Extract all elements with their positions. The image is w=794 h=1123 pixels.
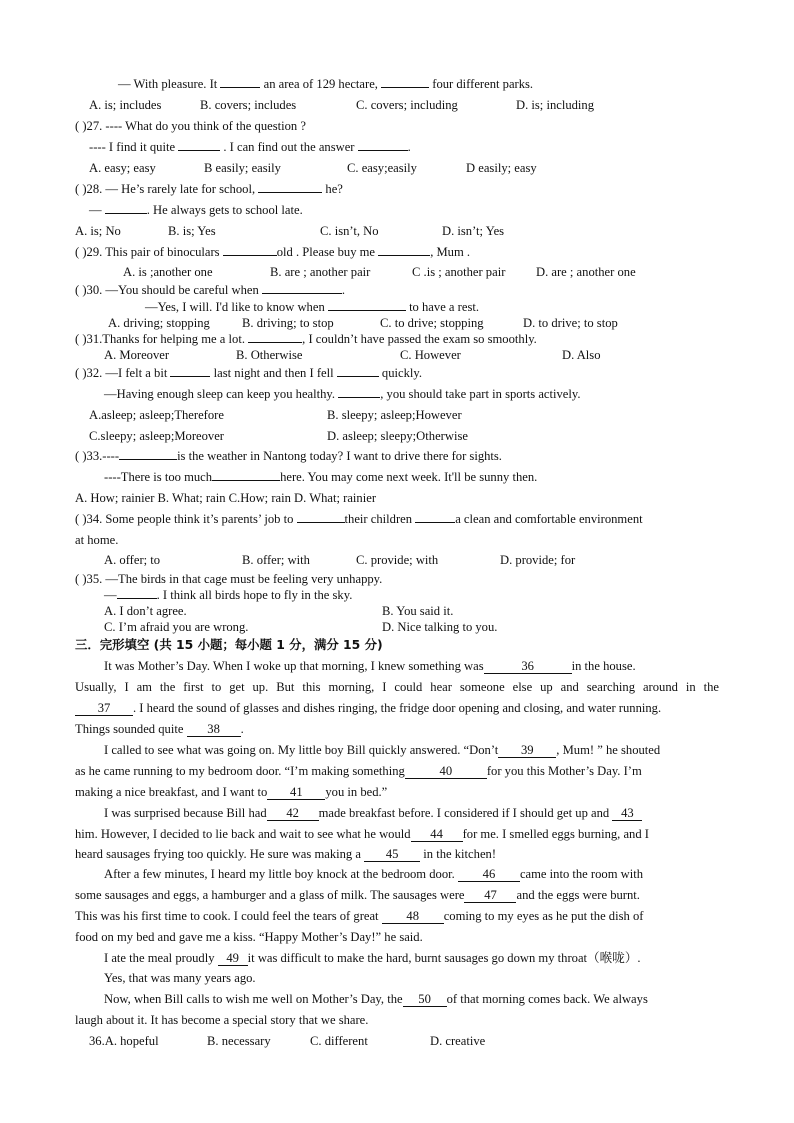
q34-text-a: ( )34. Some people think it’s parents’ job to	[75, 512, 294, 526]
q28-answer-line	[89, 202, 303, 218]
q33-text-b: is the weather in Nantong today? I want to drive there for sights.	[177, 449, 502, 463]
q29-stem	[75, 244, 470, 260]
blank-43: 43	[612, 807, 642, 821]
q35-option-c: C. I’m afraid you are wrong.	[104, 620, 249, 634]
blank	[338, 397, 380, 398]
passage-text: heard sausages frying too quickly. He sure was making a	[75, 847, 361, 861]
q31-option-c: C. However	[400, 348, 461, 362]
passage-text: .	[240, 722, 244, 736]
passage-text: for me. I smelled eggs burning, and I	[462, 827, 649, 841]
passage-line	[75, 700, 661, 716]
q26-option-c: C. covers; including	[356, 98, 458, 112]
passage-line: Yes, that was many years ago.	[104, 971, 256, 985]
passage-text: as he came running to my bedroom door. “I’m making something	[75, 764, 405, 778]
q30-option-a: A. driving; stopping	[108, 316, 210, 330]
passage-text: , Mum! ” he shouted	[556, 743, 661, 757]
blank	[328, 310, 406, 311]
passage-line	[75, 721, 244, 737]
q29-text-c: , Mum .	[430, 245, 471, 259]
q26-text-b: an area of 129 hectare,	[263, 77, 378, 91]
passage-text: it was difficult to make the hard, burnt sausages go down my throat（喉咙）.	[247, 951, 641, 965]
q32-answer-line	[104, 386, 581, 402]
passage-text: coming to my eyes as he put the dish of	[443, 909, 644, 923]
passage-text: some sausages and eggs, a hamburger and a glass of milk. The sausages were	[75, 888, 465, 902]
q32-text-e: , you should take part in sports actively.	[380, 387, 581, 401]
q35-text-b: . I think all birds hope to fly in the sky.	[156, 588, 353, 602]
q27-text-c: .	[407, 140, 411, 154]
q32-text-c: quickly.	[381, 366, 423, 380]
q28-dash: —	[89, 203, 102, 217]
passage-text: It was Mother’s Day. When I woke up that morning, I knew something was	[104, 659, 484, 673]
q27-text-b: . I can find out the answer	[223, 140, 355, 154]
q31-option-d: D. Also	[562, 348, 601, 362]
passage-line	[75, 826, 649, 842]
blank	[258, 192, 322, 193]
blank	[378, 255, 430, 256]
passage-line	[75, 763, 642, 779]
passage-line	[104, 991, 648, 1007]
q27-answer-line	[89, 139, 411, 155]
q28-text-b: he?	[325, 182, 343, 196]
q30-text-d: to have a rest.	[409, 300, 479, 314]
q33-text-c: ----There is too much	[104, 470, 213, 484]
q28-text-b: . He always gets to school late.	[146, 203, 303, 217]
passage-line	[104, 658, 636, 674]
q28-text-a: ( )28. — He’s rarely late for school,	[75, 182, 256, 196]
q30-text-c: —Yes, I will. I'd like to know when	[145, 300, 325, 314]
q28-stem	[75, 181, 343, 197]
q29-option-d: D. are ; another one	[536, 265, 636, 279]
q35-option-a: A. I don’t agree.	[104, 604, 187, 618]
passage-line: Usually, I am the first to get up. But this morning, I could hear someone else up and searching around in the	[75, 680, 719, 694]
q32-option-d: D. asleep; sleepy;Otherwise	[327, 429, 468, 443]
blank	[415, 522, 455, 523]
blank-50: 50	[403, 993, 447, 1007]
passage-line	[75, 887, 640, 903]
q33-answer-line	[104, 469, 537, 485]
passage-text: This was his first time to cook. I could feel the tears of great	[75, 909, 379, 923]
q27-option-c: C. easy;easily	[347, 161, 417, 175]
passage-text: in the house.	[571, 659, 636, 673]
passage-text: making a nice breakfast, and I want to	[75, 785, 268, 799]
q34-option-c: C. provide; with	[356, 553, 439, 567]
q30-text-b: .	[341, 283, 346, 297]
passage-text: Things sounded quite	[75, 722, 184, 736]
passage-text: you in bed.”	[325, 785, 388, 799]
blank-40: 40	[405, 765, 487, 779]
q32-stem	[75, 365, 422, 381]
blank	[170, 376, 210, 377]
passage-text: I ate the meal proudly	[104, 951, 215, 965]
passage-text: and the eggs were burnt.	[516, 888, 640, 902]
q34-option-a: A. offer; to	[104, 553, 161, 567]
passage-line	[75, 908, 643, 924]
q28-option-a: A. is; No	[75, 224, 121, 238]
q31-option-b: B. Otherwise	[236, 348, 303, 362]
q32-text-b: last night and then I fell	[213, 366, 334, 380]
passage-line	[75, 784, 387, 800]
q31-text-a: ( )31.Thanks for helping me a lot.	[75, 332, 245, 346]
blank-37: 37	[75, 702, 133, 716]
passage-text: . I heard the sound of glasses and dishes ringing, the fridge door opening and closing, and water running.	[133, 701, 662, 715]
passage-text: Now, when Bill calls to wish me well on Mother’s Day, the	[104, 992, 403, 1006]
blank	[297, 522, 345, 523]
passage-line: food on my bed and gave me a kiss. “Happy Mother’s Day!” he said.	[75, 930, 423, 944]
passage-line: laugh about it. It has become a special story that we share.	[75, 1013, 369, 1027]
q31-option-a: A. Moreover	[104, 348, 170, 362]
q35-option-d: D. Nice talking to you.	[382, 620, 498, 634]
q34-text-c: a clean and comfortable environment	[455, 512, 643, 526]
q32-option-a: A.asleep; asleep;Therefore	[89, 408, 224, 422]
q28-option-c: C. isn’t, No	[320, 224, 379, 238]
q32-option-b: B. sleepy; asleep;However	[327, 408, 462, 422]
q34-text-b: their children	[344, 512, 413, 526]
blank-47: 47	[464, 889, 516, 903]
q31-text-b: , I couldn’t have passed the exam so smoothly.	[302, 332, 537, 346]
section-heading: 三．完形填空 (共 15 小题；每小题 1 分，满分 15 分)	[75, 637, 383, 652]
passage-text: came into the room with	[519, 867, 644, 881]
passage-text: I was surprised because Bill had	[104, 806, 267, 820]
q27-option-a: A. easy; easy	[89, 161, 156, 175]
q29-option-c: C .is ; another pair	[412, 265, 506, 279]
q34-option-d: D. provide; for	[500, 553, 576, 567]
q26-text-a: — With pleasure. It	[118, 77, 218, 91]
q34-option-b: B. offer; with	[242, 553, 310, 567]
blank	[262, 293, 342, 294]
passage-text: him. However, I decided to lie back and wait to see what he would	[75, 827, 411, 841]
q33-text-d: here. You may come next week. It'll be sunny then.	[280, 470, 538, 484]
blank	[119, 459, 177, 460]
blank-36: 36	[484, 660, 572, 674]
blank-49: 49	[218, 952, 248, 966]
q31-stem	[75, 331, 537, 347]
q27-stem: ( )27. ---- What do you think of the question ?	[75, 119, 306, 133]
q27-text-a: ---- I find it quite	[89, 140, 176, 154]
q29-option-b: B. are ; another pair	[270, 265, 371, 279]
q32-option-c: C.sleepy; asleep;Moreover	[89, 429, 224, 443]
q35-option-b: B. You said it.	[382, 604, 454, 618]
passage-line	[104, 950, 641, 966]
q27-option-d: D easily; easy	[466, 161, 537, 175]
blank-45: 45	[364, 848, 420, 862]
blank	[358, 150, 408, 151]
passage-text: made breakfast before. I considered if I should get up and	[318, 806, 610, 820]
blank	[337, 376, 379, 377]
passage-text: of that morning comes back. We always	[446, 992, 648, 1006]
q32-text-a: ( )32. —I felt a bit	[75, 366, 168, 380]
q28-option-b: B. is; Yes	[168, 224, 216, 238]
q30-option-d: D. to drive; to stop	[523, 316, 618, 330]
q36-option-a: 36.A. hopeful	[89, 1034, 159, 1048]
blank	[212, 480, 280, 481]
q29-text-a: ( )29. This pair of binoculars	[75, 245, 220, 259]
blank-38: 38	[187, 723, 241, 737]
blank-46: 46	[458, 868, 520, 882]
blank-39: 39	[498, 744, 556, 758]
passage-line	[104, 805, 642, 821]
q26-stem	[118, 76, 533, 92]
passage-text: After a few minutes, I heard my little boy knock at the bedroom door.	[104, 867, 455, 881]
q30-option-c: C. to drive; stopping	[380, 316, 484, 330]
q33-options: A. How; rainier B. What; rain C.How; rain D. What; rainier	[75, 491, 377, 505]
q30-stem	[75, 282, 345, 298]
passage-line	[104, 866, 643, 882]
q26-option-d: D. is; including	[516, 98, 595, 112]
q33-stem	[75, 448, 502, 464]
q28-option-d: D. isn’t; Yes	[442, 224, 505, 238]
passage-text: I called to see what was going on. My little boy Bill quickly answered. “Don’t	[104, 743, 499, 757]
blank-41: 41	[267, 786, 325, 800]
q36-option-b: B. necessary	[207, 1034, 271, 1048]
q27-option-b: B easily; easily	[204, 161, 281, 175]
blank	[105, 213, 147, 214]
q30-answer-line	[145, 299, 479, 315]
passage-text: in the kitchen!	[423, 847, 497, 861]
blank	[220, 87, 260, 88]
blank	[223, 255, 277, 256]
q33-text-a: ( )33.----	[75, 449, 120, 463]
q30-option-b: B. driving; to stop	[242, 316, 334, 330]
q36-option-c: C. different	[310, 1034, 368, 1048]
blank-48: 48	[382, 910, 444, 924]
q29-text-b: old . Please buy me	[276, 245, 376, 259]
passage-text: for you this Mother’s Day. I’m	[486, 764, 642, 778]
blank-42: 42	[267, 807, 319, 821]
q26-text-c: four different parks.	[432, 77, 534, 91]
blank	[248, 342, 302, 343]
blank	[117, 598, 157, 599]
blank	[178, 150, 220, 151]
q26-option-b: B. covers; includes	[200, 98, 297, 112]
q36-option-d: D. creative	[430, 1034, 486, 1048]
blank	[381, 87, 429, 88]
q30-text-a: ( )30. —You should be careful when	[75, 283, 259, 297]
passage-line	[75, 846, 496, 862]
q34-stem	[75, 511, 643, 527]
q32-text-d: —Having enough sleep can keep you healthy.	[104, 387, 336, 401]
q35-dash: —	[104, 588, 117, 602]
q35-answer-line	[104, 587, 352, 603]
q34-text-d: at home.	[75, 533, 119, 547]
q29-option-a: A. is ;another one	[123, 265, 213, 279]
q26-option-a: A. is; includes	[89, 98, 162, 112]
blank-44: 44	[411, 828, 463, 842]
q35-stem: ( )35. —The birds in that cage must be feeling very unhappy.	[75, 572, 383, 586]
passage-line	[104, 742, 660, 758]
